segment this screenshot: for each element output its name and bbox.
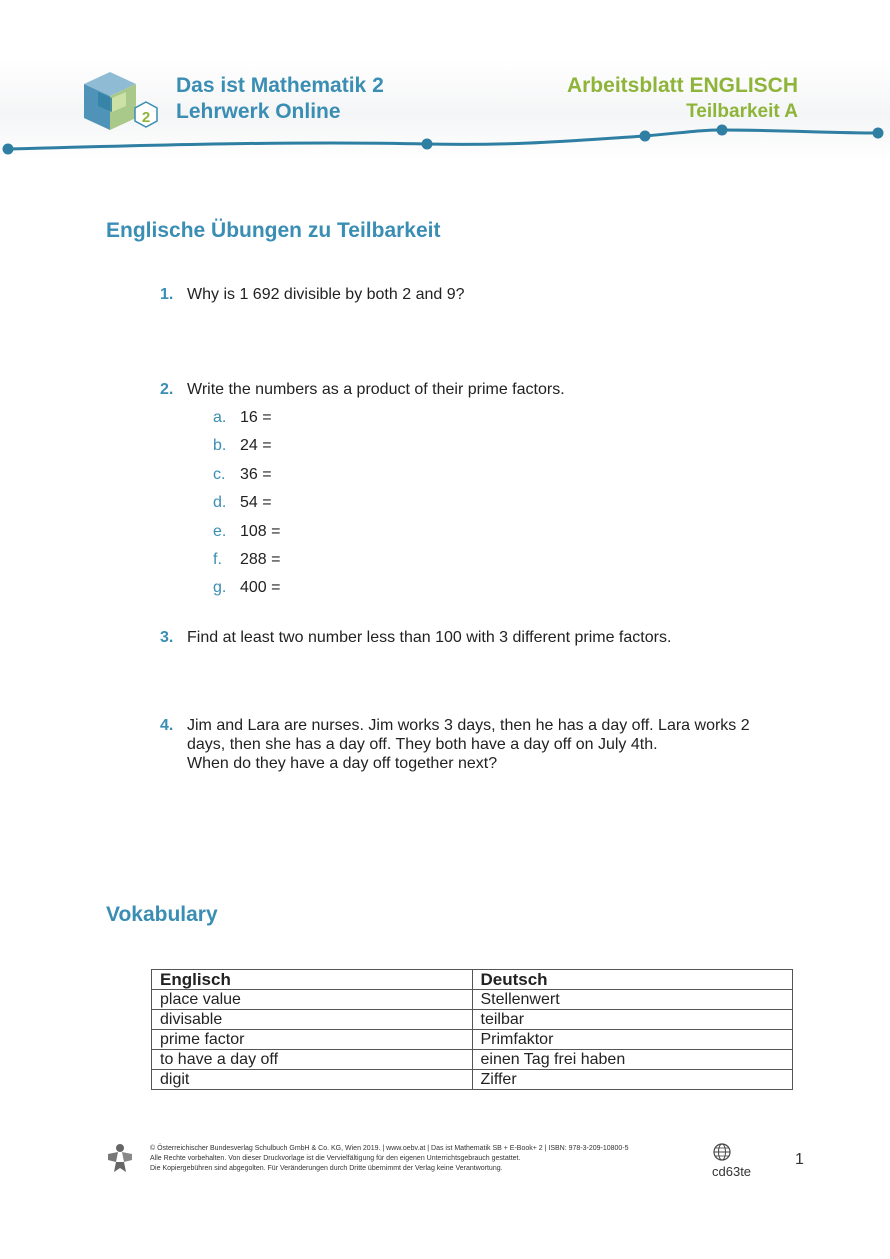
item-letter: f. — [213, 551, 222, 568]
copyright-line: © Österreichischer Bundesverlag Schulbuch GmbH & Co. KG, Wien 2019. | www.oebv.at | Das ist Mathematik SB + E-Book+ 2 | ISBN: 978-3-209-10800-5 — [150, 1145, 629, 1152]
online-code[interactable]: cd63te — [712, 1164, 752, 1179]
item-letter: c. — [213, 466, 226, 483]
item-letter: d. — [213, 494, 227, 511]
logo-number: 2 — [141, 109, 151, 126]
cell-german: einen Tag frei haben — [472, 1050, 793, 1070]
wave-dot — [873, 128, 884, 139]
task-number: 1. — [160, 286, 174, 303]
task-text-line: days, then she has a day off. They both have a day off on July 4th. — [187, 736, 658, 753]
table-row — [152, 1070, 793, 1090]
table-row — [152, 1010, 793, 1030]
task-text — [187, 716, 787, 773]
cube-logo-icon — [82, 70, 162, 134]
vocab-table — [151, 969, 793, 1090]
wave-dot — [422, 139, 433, 150]
task-text: Why is 1 692 divisible by both 2 and 9? — [187, 286, 465, 303]
column-header-english: Englisch — [152, 970, 473, 990]
globe-icon[interactable] — [712, 1142, 732, 1162]
cell-german: teilbar — [472, 1010, 793, 1030]
cell-german: Ziffer — [472, 1070, 793, 1090]
cell-english: digit — [152, 1070, 473, 1090]
item-expression: 54 = — [240, 494, 272, 511]
item-expression: 16 = — [240, 409, 272, 426]
task-number: 2. — [160, 381, 174, 398]
task-text: Find at least two number less than 100 with 3 different prime factors. — [187, 629, 672, 646]
task-text-line: Jim and Lara are nurses. Jim works 3 days, then he has a day off. Lara works 2 — [187, 717, 750, 734]
item-letter: e. — [213, 523, 227, 540]
table-row — [152, 1050, 793, 1070]
copyright-line: Die Kopiergebühren sind abgegolten. Für Veränderungen durch Dritte übernimmt der Verlag keine Verantwortung. — [150, 1165, 503, 1172]
task-number: 4. — [160, 717, 174, 734]
task-text-line: When do they have a day off together next? — [187, 755, 498, 772]
table-row — [152, 990, 793, 1010]
publisher-logo-icon — [104, 1142, 136, 1174]
cell-german: Primfaktor — [472, 1030, 793, 1050]
task-number: 3. — [160, 629, 174, 646]
column-header-german: Deutsch — [472, 970, 793, 990]
cell-english: place value — [152, 990, 473, 1010]
vocab-heading: Vokabulary — [106, 903, 218, 926]
cell-english: prime factor — [152, 1030, 473, 1050]
item-expression: 400 = — [240, 579, 281, 596]
cell-english: divisable — [152, 1010, 473, 1030]
item-expression: 288 = — [240, 551, 281, 568]
wave-dot — [717, 125, 728, 136]
wave-dot — [640, 131, 651, 142]
copyright-text — [150, 1144, 629, 1174]
item-letter: a. — [213, 409, 227, 426]
page-title: Englische Übungen zu Teilbarkeit — [106, 219, 441, 242]
wave-dot — [3, 144, 14, 155]
table-row — [152, 1030, 793, 1050]
copyright-line: Alle Rechte vorbehalten. Von dieser Druckvorlage ist die Vervielfältigung für den eigenen Unterrichtsgebrauch gestattet. — [150, 1155, 521, 1162]
table-header-row — [152, 970, 793, 990]
worksheet-topic: Teilbarkeit A — [686, 101, 798, 122]
page-number: 1 — [795, 1151, 804, 1168]
item-expression: 108 = — [240, 523, 281, 540]
brand-subtitle: Lehrwerk Online — [176, 100, 341, 123]
task-text: Write the numbers as a product of their prime factors. — [187, 381, 565, 398]
item-letter: g. — [213, 579, 227, 596]
cell-german: Stellenwert — [472, 990, 793, 1010]
item-expression: 36 = — [240, 466, 272, 483]
item-letter: b. — [213, 437, 227, 454]
brand-title: Das ist Mathematik 2 — [176, 74, 384, 97]
cell-english: to have a day off — [152, 1050, 473, 1070]
item-expression: 24 = — [240, 437, 272, 454]
worksheet-title: Arbeitsblatt ENGLISCH — [566, 74, 798, 97]
